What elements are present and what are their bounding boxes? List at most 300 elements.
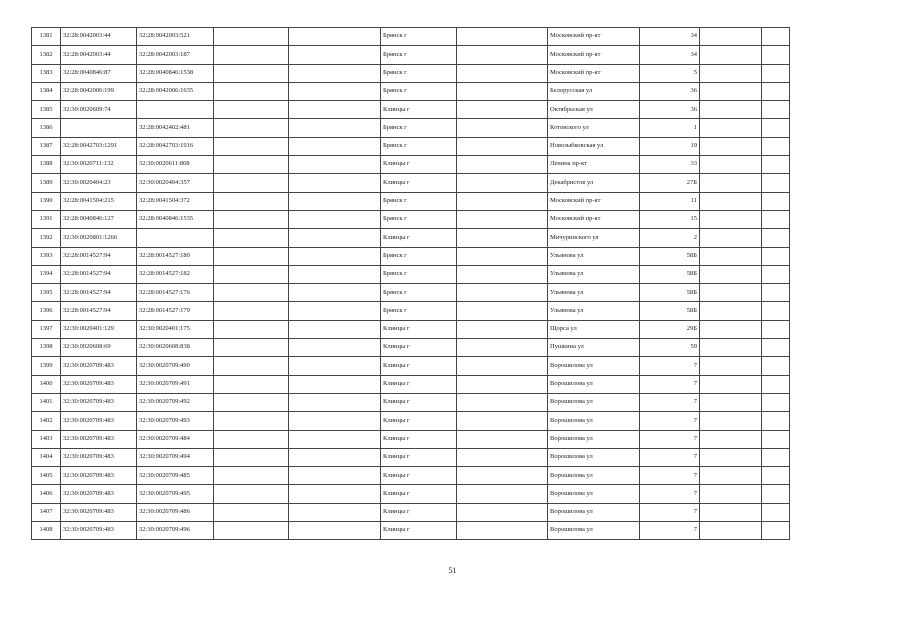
city-cell: Брянск г (381, 82, 457, 100)
empty-cell (762, 357, 790, 375)
table-row (32, 302, 790, 320)
street-cell: Ворошилова ул (548, 430, 640, 448)
city-cell: Клинцы г (381, 448, 457, 466)
empty-cell (289, 229, 381, 247)
cadastral-number-cell: 32:30:0020709:483 (61, 522, 137, 540)
empty-cell (289, 393, 381, 411)
cadastral-number-cell: 32:28:0014527:94 (61, 284, 137, 302)
empty-cell (214, 82, 289, 100)
street-cell: Ульянова ул (548, 247, 640, 265)
city-cell: Клинцы г (381, 522, 457, 540)
row-number-cell: 1383 (32, 64, 61, 82)
empty-cell (457, 101, 548, 119)
empty-cell (214, 522, 289, 540)
cadastral-number-cell: 32:30:0020709:483 (61, 375, 137, 393)
street-cell: Ворошилова ул (548, 375, 640, 393)
object-cadastral-number-cell: 32:30:0020404:357 (137, 174, 214, 192)
empty-cell (457, 265, 548, 283)
empty-cell (762, 320, 790, 338)
house-number-cell: 7 (640, 503, 700, 521)
empty-cell (700, 375, 762, 393)
row-number-cell: 1381 (32, 28, 61, 46)
empty-cell (700, 64, 762, 82)
empty-cell (762, 119, 790, 137)
city-cell: Клинцы г (381, 339, 457, 357)
empty-cell (762, 28, 790, 46)
house-number-cell: 15 (640, 210, 700, 228)
empty-cell (762, 485, 790, 503)
table-row (32, 357, 790, 375)
empty-cell (700, 28, 762, 46)
empty-cell (457, 503, 548, 521)
empty-cell (457, 229, 548, 247)
house-number-cell: 34 (640, 28, 700, 46)
house-number-cell: 7 (640, 357, 700, 375)
empty-cell (289, 320, 381, 338)
empty-cell (457, 375, 548, 393)
empty-cell (214, 156, 289, 174)
cadastral-number-cell: 32:28:0040846:127 (61, 210, 137, 228)
empty-cell (214, 101, 289, 119)
empty-cell (214, 503, 289, 521)
empty-cell (457, 64, 548, 82)
empty-cell (457, 522, 548, 540)
empty-cell (762, 137, 790, 155)
row-number-cell: 1391 (32, 210, 61, 228)
empty-cell (289, 430, 381, 448)
house-number-cell: 27Б (640, 174, 700, 192)
object-cadastral-number-cell: 32:28:0014527:182 (137, 265, 214, 283)
empty-cell (762, 467, 790, 485)
empty-cell (762, 522, 790, 540)
street-cell: Ленина пр-кт (548, 156, 640, 174)
street-cell: Московский пр-кт (548, 210, 640, 228)
city-cell: Клинцы г (381, 375, 457, 393)
page-number: 51 (448, 566, 457, 575)
empty-cell (214, 229, 289, 247)
empty-cell (457, 210, 548, 228)
object-cadastral-number-cell: 32:28:0014527:176 (137, 284, 214, 302)
street-cell: Новозыбковская ул (548, 137, 640, 155)
street-cell: Котовского ул (548, 119, 640, 137)
table-row (32, 448, 790, 466)
row-number-cell: 1408 (32, 522, 61, 540)
empty-cell (700, 210, 762, 228)
table-row (32, 46, 790, 64)
empty-cell (289, 339, 381, 357)
table-row (32, 393, 790, 411)
city-cell: Брянск г (381, 46, 457, 64)
table-row (32, 412, 790, 430)
table-row (32, 339, 790, 357)
street-cell: Октябрьская ул (548, 101, 640, 119)
city-cell: Брянск г (381, 247, 457, 265)
empty-cell (289, 174, 381, 192)
empty-cell (214, 302, 289, 320)
house-number-cell: 7 (640, 467, 700, 485)
house-number-cell: 19 (640, 137, 700, 155)
empty-cell (762, 46, 790, 64)
empty-cell (289, 192, 381, 210)
house-number-cell: 36 (640, 101, 700, 119)
empty-cell (762, 448, 790, 466)
empty-cell (214, 430, 289, 448)
empty-cell (457, 28, 548, 46)
empty-cell (700, 46, 762, 64)
empty-cell (700, 119, 762, 137)
cadastral-number-cell: 32:30:0020608:69 (61, 339, 137, 357)
street-cell: Московский пр-кт (548, 28, 640, 46)
row-number-cell: 1386 (32, 119, 61, 137)
object-cadastral-number-cell: 32:30:0020709:490 (137, 357, 214, 375)
empty-cell (762, 412, 790, 430)
house-number-cell: 7 (640, 412, 700, 430)
table-row (32, 467, 790, 485)
object-cadastral-number-cell: 32:28:0042006:1635 (137, 82, 214, 100)
empty-cell (762, 503, 790, 521)
house-number-cell: 58Б (640, 302, 700, 320)
empty-cell (289, 284, 381, 302)
empty-cell (762, 284, 790, 302)
empty-cell (700, 156, 762, 174)
row-number-cell: 1384 (32, 82, 61, 100)
cadastral-number-cell: 32:30:0020401:129 (61, 320, 137, 338)
empty-cell (762, 393, 790, 411)
object-cadastral-number-cell: 32:30:0020709:495 (137, 485, 214, 503)
row-number-cell: 1390 (32, 192, 61, 210)
city-cell: Клинцы г (381, 412, 457, 430)
object-cadastral-number-cell: 32:30:0020401:175 (137, 320, 214, 338)
city-cell: Клинцы г (381, 430, 457, 448)
empty-cell (457, 448, 548, 466)
row-number-cell: 1382 (32, 46, 61, 64)
row-number-cell: 1407 (32, 503, 61, 521)
house-number-cell: 11 (640, 192, 700, 210)
empty-cell (289, 119, 381, 137)
empty-cell (289, 64, 381, 82)
object-cadastral-number-cell: 32:30:0020611:808 (137, 156, 214, 174)
street-cell: Щорса ул (548, 320, 640, 338)
empty-cell (289, 247, 381, 265)
table-row (32, 101, 790, 119)
empty-cell (289, 448, 381, 466)
city-cell: Брянск г (381, 192, 457, 210)
empty-cell (289, 302, 381, 320)
street-cell: Мичуринского ул (548, 229, 640, 247)
row-number-cell: 1395 (32, 284, 61, 302)
empty-cell (289, 522, 381, 540)
object-cadastral-number-cell: 32:30:0020709:493 (137, 412, 214, 430)
city-cell: Клинцы г (381, 357, 457, 375)
object-cadastral-number-cell (137, 229, 214, 247)
cadastral-number-cell: 32:30:0020709:483 (61, 412, 137, 430)
city-cell: Клинцы г (381, 485, 457, 503)
empty-cell (762, 265, 790, 283)
table-row (32, 284, 790, 302)
empty-cell (289, 156, 381, 174)
city-cell: Брянск г (381, 302, 457, 320)
empty-cell (457, 156, 548, 174)
empty-cell (214, 393, 289, 411)
street-cell: Ворошилова ул (548, 522, 640, 540)
empty-cell (700, 503, 762, 521)
empty-cell (214, 265, 289, 283)
table-row (32, 210, 790, 228)
cadastral-number-cell: 32:28:0042703:1291 (61, 137, 137, 155)
object-cadastral-number-cell: 32:28:0042003:521 (137, 28, 214, 46)
cadastral-number-cell: 32:30:0020404:23 (61, 174, 137, 192)
empty-cell (289, 357, 381, 375)
row-number-cell: 1389 (32, 174, 61, 192)
house-number-cell: 58Б (640, 247, 700, 265)
empty-cell (214, 375, 289, 393)
empty-cell (214, 467, 289, 485)
city-cell: Клинцы г (381, 503, 457, 521)
empty-cell (214, 192, 289, 210)
empty-cell (762, 302, 790, 320)
table-row (32, 174, 790, 192)
street-cell: Ульянова ул (548, 302, 640, 320)
row-number-cell: 1388 (32, 156, 61, 174)
object-cadastral-number-cell: 32:30:0020709:486 (137, 503, 214, 521)
row-number-cell: 1399 (32, 357, 61, 375)
empty-cell (700, 393, 762, 411)
table-row (32, 265, 790, 283)
empty-cell (762, 339, 790, 357)
house-number-cell: 1 (640, 119, 700, 137)
empty-cell (289, 210, 381, 228)
empty-cell (762, 229, 790, 247)
city-cell: Брянск г (381, 64, 457, 82)
object-cadastral-number-cell: 32:30:0020709:494 (137, 448, 214, 466)
empty-cell (700, 467, 762, 485)
cadastral-number-cell (61, 119, 137, 137)
row-number-cell: 1405 (32, 467, 61, 485)
empty-cell (700, 247, 762, 265)
empty-cell (289, 101, 381, 119)
house-number-cell: 58Б (640, 284, 700, 302)
city-cell: Клинцы г (381, 393, 457, 411)
table-row (32, 320, 790, 338)
street-cell: Белорусская ул (548, 82, 640, 100)
cadastral-number-cell: 32:30:0020709:483 (61, 503, 137, 521)
street-cell: Московский пр-кт (548, 192, 640, 210)
empty-cell (457, 137, 548, 155)
street-cell: Пушкина ул (548, 339, 640, 357)
table-row (32, 119, 790, 137)
city-cell: Клинцы г (381, 174, 457, 192)
empty-cell (457, 82, 548, 100)
cadastral-number-cell: 32:30:0020609:74 (61, 101, 137, 119)
object-cadastral-number-cell: 32:28:0042003:187 (137, 46, 214, 64)
house-number-cell: 2 (640, 229, 700, 247)
cadastral-number-cell: 32:28:0014527:94 (61, 265, 137, 283)
empty-cell (700, 229, 762, 247)
empty-cell (289, 503, 381, 521)
empty-cell (700, 320, 762, 338)
city-cell: Брянск г (381, 119, 457, 137)
empty-cell (762, 64, 790, 82)
table-row (32, 156, 790, 174)
house-number-cell: 7 (640, 522, 700, 540)
empty-cell (457, 339, 548, 357)
empty-cell (214, 357, 289, 375)
cadastral-number-cell: 32:28:0041504:215 (61, 192, 137, 210)
empty-cell (214, 137, 289, 155)
empty-cell (457, 467, 548, 485)
row-number-cell: 1401 (32, 393, 61, 411)
house-number-cell: 5 (640, 64, 700, 82)
table-row (32, 247, 790, 265)
registry-table-body (32, 28, 790, 540)
empty-cell (214, 339, 289, 357)
empty-cell (214, 46, 289, 64)
empty-cell (289, 467, 381, 485)
house-number-cell: 7 (640, 448, 700, 466)
object-cadastral-number-cell: 32:28:0014527:180 (137, 247, 214, 265)
street-cell: Московский пр-кт (548, 46, 640, 64)
empty-cell (457, 119, 548, 137)
object-cadastral-number-cell (137, 101, 214, 119)
row-number-cell: 1385 (32, 101, 61, 119)
empty-cell (214, 64, 289, 82)
house-number-cell: 59 (640, 339, 700, 357)
object-cadastral-number-cell: 32:28:0014527:179 (137, 302, 214, 320)
street-cell: Ворошилова ул (548, 393, 640, 411)
empty-cell (700, 339, 762, 357)
row-number-cell: 1393 (32, 247, 61, 265)
row-number-cell: 1406 (32, 485, 61, 503)
cadastral-number-cell: 32:30:0020709:483 (61, 467, 137, 485)
empty-cell (289, 485, 381, 503)
object-cadastral-number-cell: 32:30:0020608:838 (137, 339, 214, 357)
row-number-cell: 1398 (32, 339, 61, 357)
row-number-cell: 1387 (32, 137, 61, 155)
city-cell: Клинцы г (381, 320, 457, 338)
street-cell: Ульянова ул (548, 265, 640, 283)
city-cell: Клинцы г (381, 467, 457, 485)
empty-cell (457, 302, 548, 320)
empty-cell (289, 46, 381, 64)
table-row (32, 82, 790, 100)
table-row (32, 28, 790, 46)
house-number-cell: 7 (640, 485, 700, 503)
empty-cell (457, 393, 548, 411)
cadastral-number-cell: 32:30:0020709:483 (61, 430, 137, 448)
row-number-cell: 1404 (32, 448, 61, 466)
table-row (32, 137, 790, 155)
cadastral-number-cell: 32:28:0042006:199 (61, 82, 137, 100)
cadastral-number-cell: 32:28:0042003:44 (61, 46, 137, 64)
empty-cell (762, 210, 790, 228)
object-cadastral-number-cell: 32:30:0020709:491 (137, 375, 214, 393)
empty-cell (457, 412, 548, 430)
cadastral-number-cell: 32:30:0020709:483 (61, 393, 137, 411)
table-row (32, 375, 790, 393)
object-cadastral-number-cell: 32:28:0040846:1535 (137, 210, 214, 228)
table-row (32, 64, 790, 82)
house-number-cell: 58Б (640, 265, 700, 283)
object-cadastral-number-cell: 32:28:0040846:1538 (137, 64, 214, 82)
empty-cell (762, 82, 790, 100)
empty-cell (762, 192, 790, 210)
empty-cell (700, 137, 762, 155)
house-number-cell: 34 (640, 46, 700, 64)
registry-table (31, 27, 790, 540)
street-cell: Ульянова ул (548, 284, 640, 302)
object-cadastral-number-cell: 32:30:0020709:485 (137, 467, 214, 485)
table-row (32, 485, 790, 503)
empty-cell (700, 82, 762, 100)
row-number-cell: 1403 (32, 430, 61, 448)
row-number-cell: 1394 (32, 265, 61, 283)
table-row (32, 192, 790, 210)
city-cell: Клинцы г (381, 229, 457, 247)
empty-cell (214, 28, 289, 46)
empty-cell (214, 284, 289, 302)
empty-cell (457, 174, 548, 192)
object-cadastral-number-cell: 32:28:0042402:481 (137, 119, 214, 137)
empty-cell (457, 485, 548, 503)
empty-cell (700, 412, 762, 430)
empty-cell (289, 265, 381, 283)
object-cadastral-number-cell: 32:28:0042703:1916 (137, 137, 214, 155)
empty-cell (214, 210, 289, 228)
empty-cell (700, 284, 762, 302)
object-cadastral-number-cell: 32:28:0041504:372 (137, 192, 214, 210)
empty-cell (457, 320, 548, 338)
street-cell: Ворошилова ул (548, 503, 640, 521)
cadastral-number-cell: 32:30:0020709:483 (61, 357, 137, 375)
house-number-cell: 7 (640, 393, 700, 411)
empty-cell (289, 82, 381, 100)
cadastral-number-cell: 32:28:0042003:44 (61, 28, 137, 46)
empty-cell (700, 357, 762, 375)
house-number-cell: 7 (640, 375, 700, 393)
cadastral-number-cell: 32:28:0014527:94 (61, 302, 137, 320)
city-cell: Брянск г (381, 284, 457, 302)
empty-cell (700, 302, 762, 320)
table-row (32, 229, 790, 247)
city-cell: Брянск г (381, 137, 457, 155)
empty-cell (214, 119, 289, 137)
row-number-cell: 1397 (32, 320, 61, 338)
city-cell: Клинцы г (381, 156, 457, 174)
cadastral-number-cell: 32:30:0020801:1266 (61, 229, 137, 247)
empty-cell (289, 28, 381, 46)
empty-cell (289, 375, 381, 393)
city-cell: Брянск г (381, 210, 457, 228)
object-cadastral-number-cell: 32:30:0020709:484 (137, 430, 214, 448)
empty-cell (762, 430, 790, 448)
row-number-cell: 1396 (32, 302, 61, 320)
cadastral-number-cell: 32:30:0020709:483 (61, 448, 137, 466)
city-cell: Брянск г (381, 28, 457, 46)
empty-cell (214, 485, 289, 503)
street-cell: Ворошилова ул (548, 485, 640, 503)
empty-cell (762, 174, 790, 192)
table-row (32, 503, 790, 521)
empty-cell (700, 174, 762, 192)
empty-cell (700, 448, 762, 466)
empty-cell (214, 247, 289, 265)
cadastral-number-cell: 32:30:0020709:483 (61, 485, 137, 503)
street-cell: Декабристов ул (548, 174, 640, 192)
empty-cell (214, 320, 289, 338)
street-cell: Ворошилова ул (548, 467, 640, 485)
empty-cell (457, 284, 548, 302)
empty-cell (700, 485, 762, 503)
